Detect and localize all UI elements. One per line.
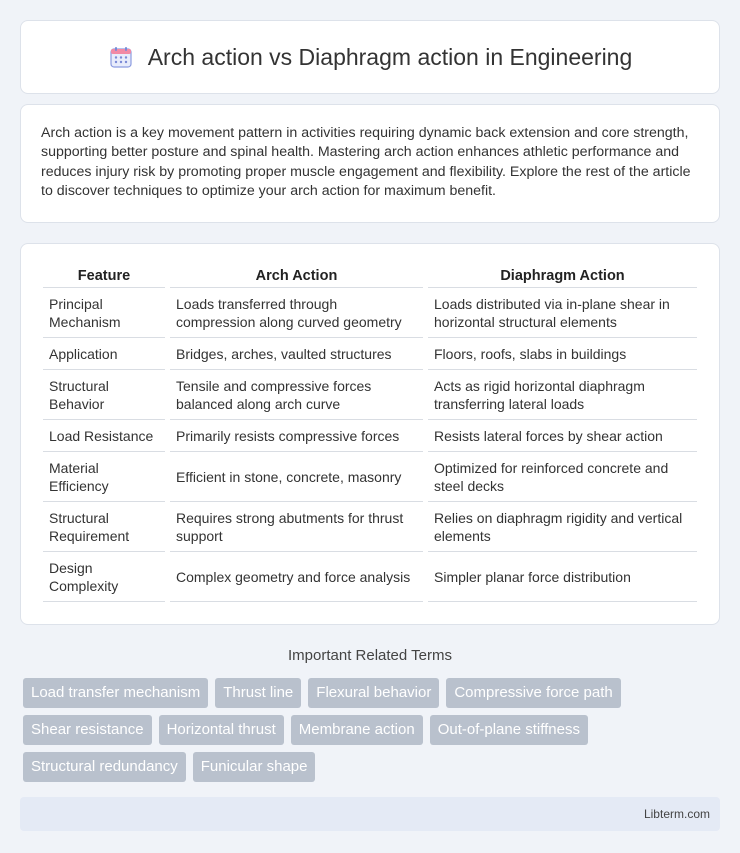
intro-text: Arch action is a key movement pattern in activities requiring dynamic back extension and core strength, supporting better posture and spinal health. Mastering arch action enhances athletic performance and reduces injury risk by promoting proper muscle engagement and flexibility. Explore the rest of the article to discover techniques to optimize your arch action for maximum benefit. xyxy=(41,125,691,200)
feature-cell: Structural Requirement xyxy=(43,502,165,552)
feature-cell: Structural Behavior xyxy=(43,370,165,420)
header-diaphragm-action: Diaphragm Action xyxy=(428,264,697,288)
page-title: Arch action vs Diaphragm action in Engineering xyxy=(147,43,633,70)
header-arch-action: Arch Action xyxy=(170,264,423,288)
diaphragm-cell: Resists lateral forces by shear action xyxy=(428,420,697,452)
arch-cell: Primarily resists compressive forces xyxy=(170,420,423,452)
feature-cell: Application xyxy=(43,338,165,370)
diaphragm-cell: Floors, roofs, slabs in buildings xyxy=(428,338,697,370)
related-term-tag[interactable]: Horizontal thrust xyxy=(159,715,284,745)
diaphragm-cell: Relies on diaphragm rigidity and vertical elements xyxy=(428,502,697,552)
feature-cell: Load Resistance xyxy=(43,420,165,452)
table-row xyxy=(43,552,697,602)
related-terms-list xyxy=(20,678,720,782)
calendar-icon xyxy=(108,44,134,70)
arch-cell: Loads transferred through compression along curved geometry xyxy=(170,288,423,338)
table-row xyxy=(43,452,697,502)
diaphragm-cell: Simpler planar force distribution xyxy=(428,552,697,602)
feature-cell: Principal Mechanism xyxy=(43,288,165,338)
related-term-tag[interactable]: Funicular shape xyxy=(193,752,316,782)
arch-cell: Complex geometry and force analysis xyxy=(170,552,423,602)
header-feature: Feature xyxy=(43,264,165,288)
table-row xyxy=(43,420,697,452)
related-term-tag[interactable]: Structural redundancy xyxy=(23,752,186,782)
table-row xyxy=(43,338,697,370)
footer xyxy=(20,797,720,831)
comparison-table-card xyxy=(20,243,720,625)
related-term-tag[interactable]: Compressive force path xyxy=(446,678,620,708)
related-term-tag[interactable]: Thrust line xyxy=(215,678,301,708)
related-term-tag[interactable]: Flexural behavior xyxy=(308,678,439,708)
header-card xyxy=(20,20,720,94)
table-row xyxy=(43,370,697,420)
related-term-tag[interactable]: Out-of-plane stiffness xyxy=(430,715,588,745)
arch-cell: Tensile and compressive forces balanced along arch curve xyxy=(170,370,423,420)
feature-cell: Material Efficiency xyxy=(43,452,165,502)
diaphragm-cell: Loads distributed via in-plane shear in horizontal structural elements xyxy=(428,288,697,338)
diaphragm-cell: Acts as rigid horizontal diaphragm transferring lateral loads xyxy=(428,370,697,420)
related-term-tag[interactable]: Load transfer mechanism xyxy=(23,678,208,708)
footer-brand-link[interactable]: Libterm.com xyxy=(643,806,710,821)
table-row xyxy=(43,502,697,552)
table-row xyxy=(43,288,697,338)
arch-cell: Requires strong abutments for thrust support xyxy=(170,502,423,552)
arch-cell: Efficient in stone, concrete, masonry xyxy=(170,452,423,502)
related-terms-title: Important Related Terms xyxy=(288,646,452,664)
comparison-table xyxy=(38,264,702,602)
feature-cell: Design Complexity xyxy=(43,552,165,602)
related-term-tag[interactable]: Membrane action xyxy=(291,715,423,745)
intro-card xyxy=(20,104,720,223)
related-term-tag[interactable]: Shear resistance xyxy=(23,715,152,745)
arch-cell: Bridges, arches, vaulted structures xyxy=(170,338,423,370)
diaphragm-cell: Optimized for reinforced concrete and steel decks xyxy=(428,452,697,502)
table-header-row xyxy=(43,264,697,288)
